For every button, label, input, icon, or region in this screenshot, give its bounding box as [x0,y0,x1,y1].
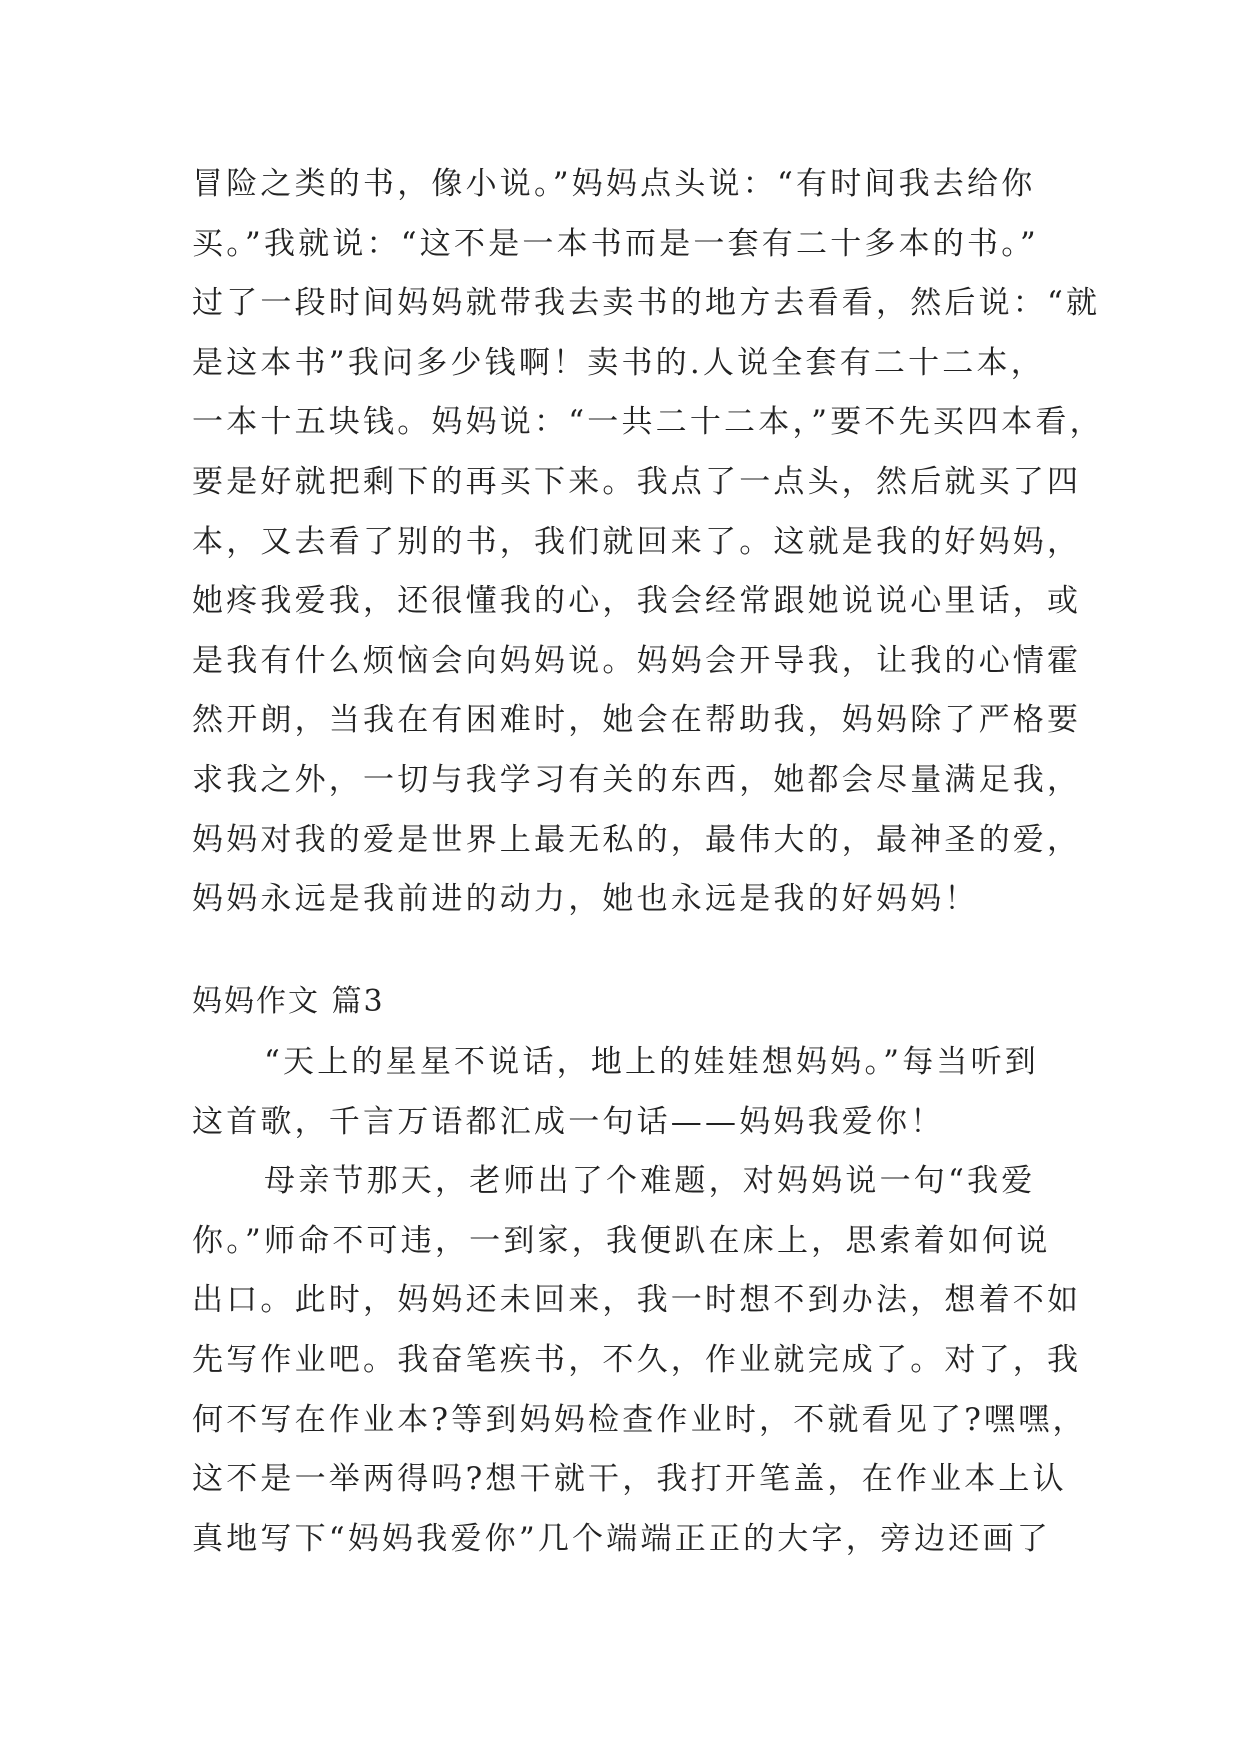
section-heading: 妈妈作文 篇3 [192,984,385,1019]
text-line: 是我有什么烦恼会向妈妈说。妈妈会开导我，让我的心情霍 [192,642,1082,679]
text-line: 妈妈对我的爱是世界上最无私的，最伟大的，最神圣的爱， [192,821,1082,858]
essay-section-3 [192,1033,1087,1569]
text-line: 先写作业吧。我奋笔疾书，不久，作业就完成了。对了，我 [192,1341,1082,1378]
text-line: 然开朗，当我在有困难时，她会在帮助我，妈妈除了严格要 [192,702,1082,739]
text-line: 过了一段时间妈妈就带我去卖书的地方去看看，然后说：“就 [192,285,1101,322]
text-line: 本，又去看了别的书，我们就回来了。这就是我的好妈妈， [192,523,1082,560]
continued-essay-text [192,155,1104,930]
text-line: 这不是一举两得吗?想干就干，我打开笔盖，在作业本上认 [192,1461,1067,1498]
text-line: 她疼我爱我，还很懂我的心，我会经常跟她说说心里话，或 [192,583,1082,620]
paragraph-1 [192,1033,1062,1152]
text-line: 冒险之类的书，像小说。”妈妈点头说：“有时间我去给你 [192,166,1036,202]
text-line: 买。”我就说：“这不是一本书而是一套有二十多本的书。” [192,225,1039,262]
text-line: 这首歌，千言万语都汇成一句话——妈妈我爱你！ [192,1103,945,1140]
text-line: 出口。此时，妈妈还未回来，我一时想不到办法，想着不如 [192,1282,1082,1319]
text-line: 是这本书”我问多少钱啊！卖书的.人说全套有二十二本， [192,344,1045,381]
text-line: 真地写下“妈妈我爱你”几个端端正正的大字，旁边还画了 [192,1520,1051,1557]
text-line: 何不写在作业本?等到妈妈检查作业时，不就看见了?嘿嘿， [192,1401,1087,1438]
text-line: 求我之外，一切与我学习有关的东西，她都会尽量满足我， [192,761,1082,798]
text-line: 要是好就把剩下的再买下来。我点了一点头，然后就买了四 [192,463,1082,500]
text-line: “天上的星星不说话，地上的娃娃想妈妈。”每当听到 [264,1044,1039,1080]
text-line: 一本十五块钱。妈妈说：“一共二十二本，”要不先买四本看， [192,404,1104,441]
text-line: 母亲节那天，老师出了个难题，对妈妈说一句“我爱 [264,1163,1036,1200]
text-line: 妈妈永远是我前进的动力，她也永远是我的好妈妈！ [192,881,979,918]
text-line: 你。”师命不可违，一到家，我便趴在床上，思索着如何说 [192,1222,1051,1259]
paragraph-2 [192,1152,1087,1569]
